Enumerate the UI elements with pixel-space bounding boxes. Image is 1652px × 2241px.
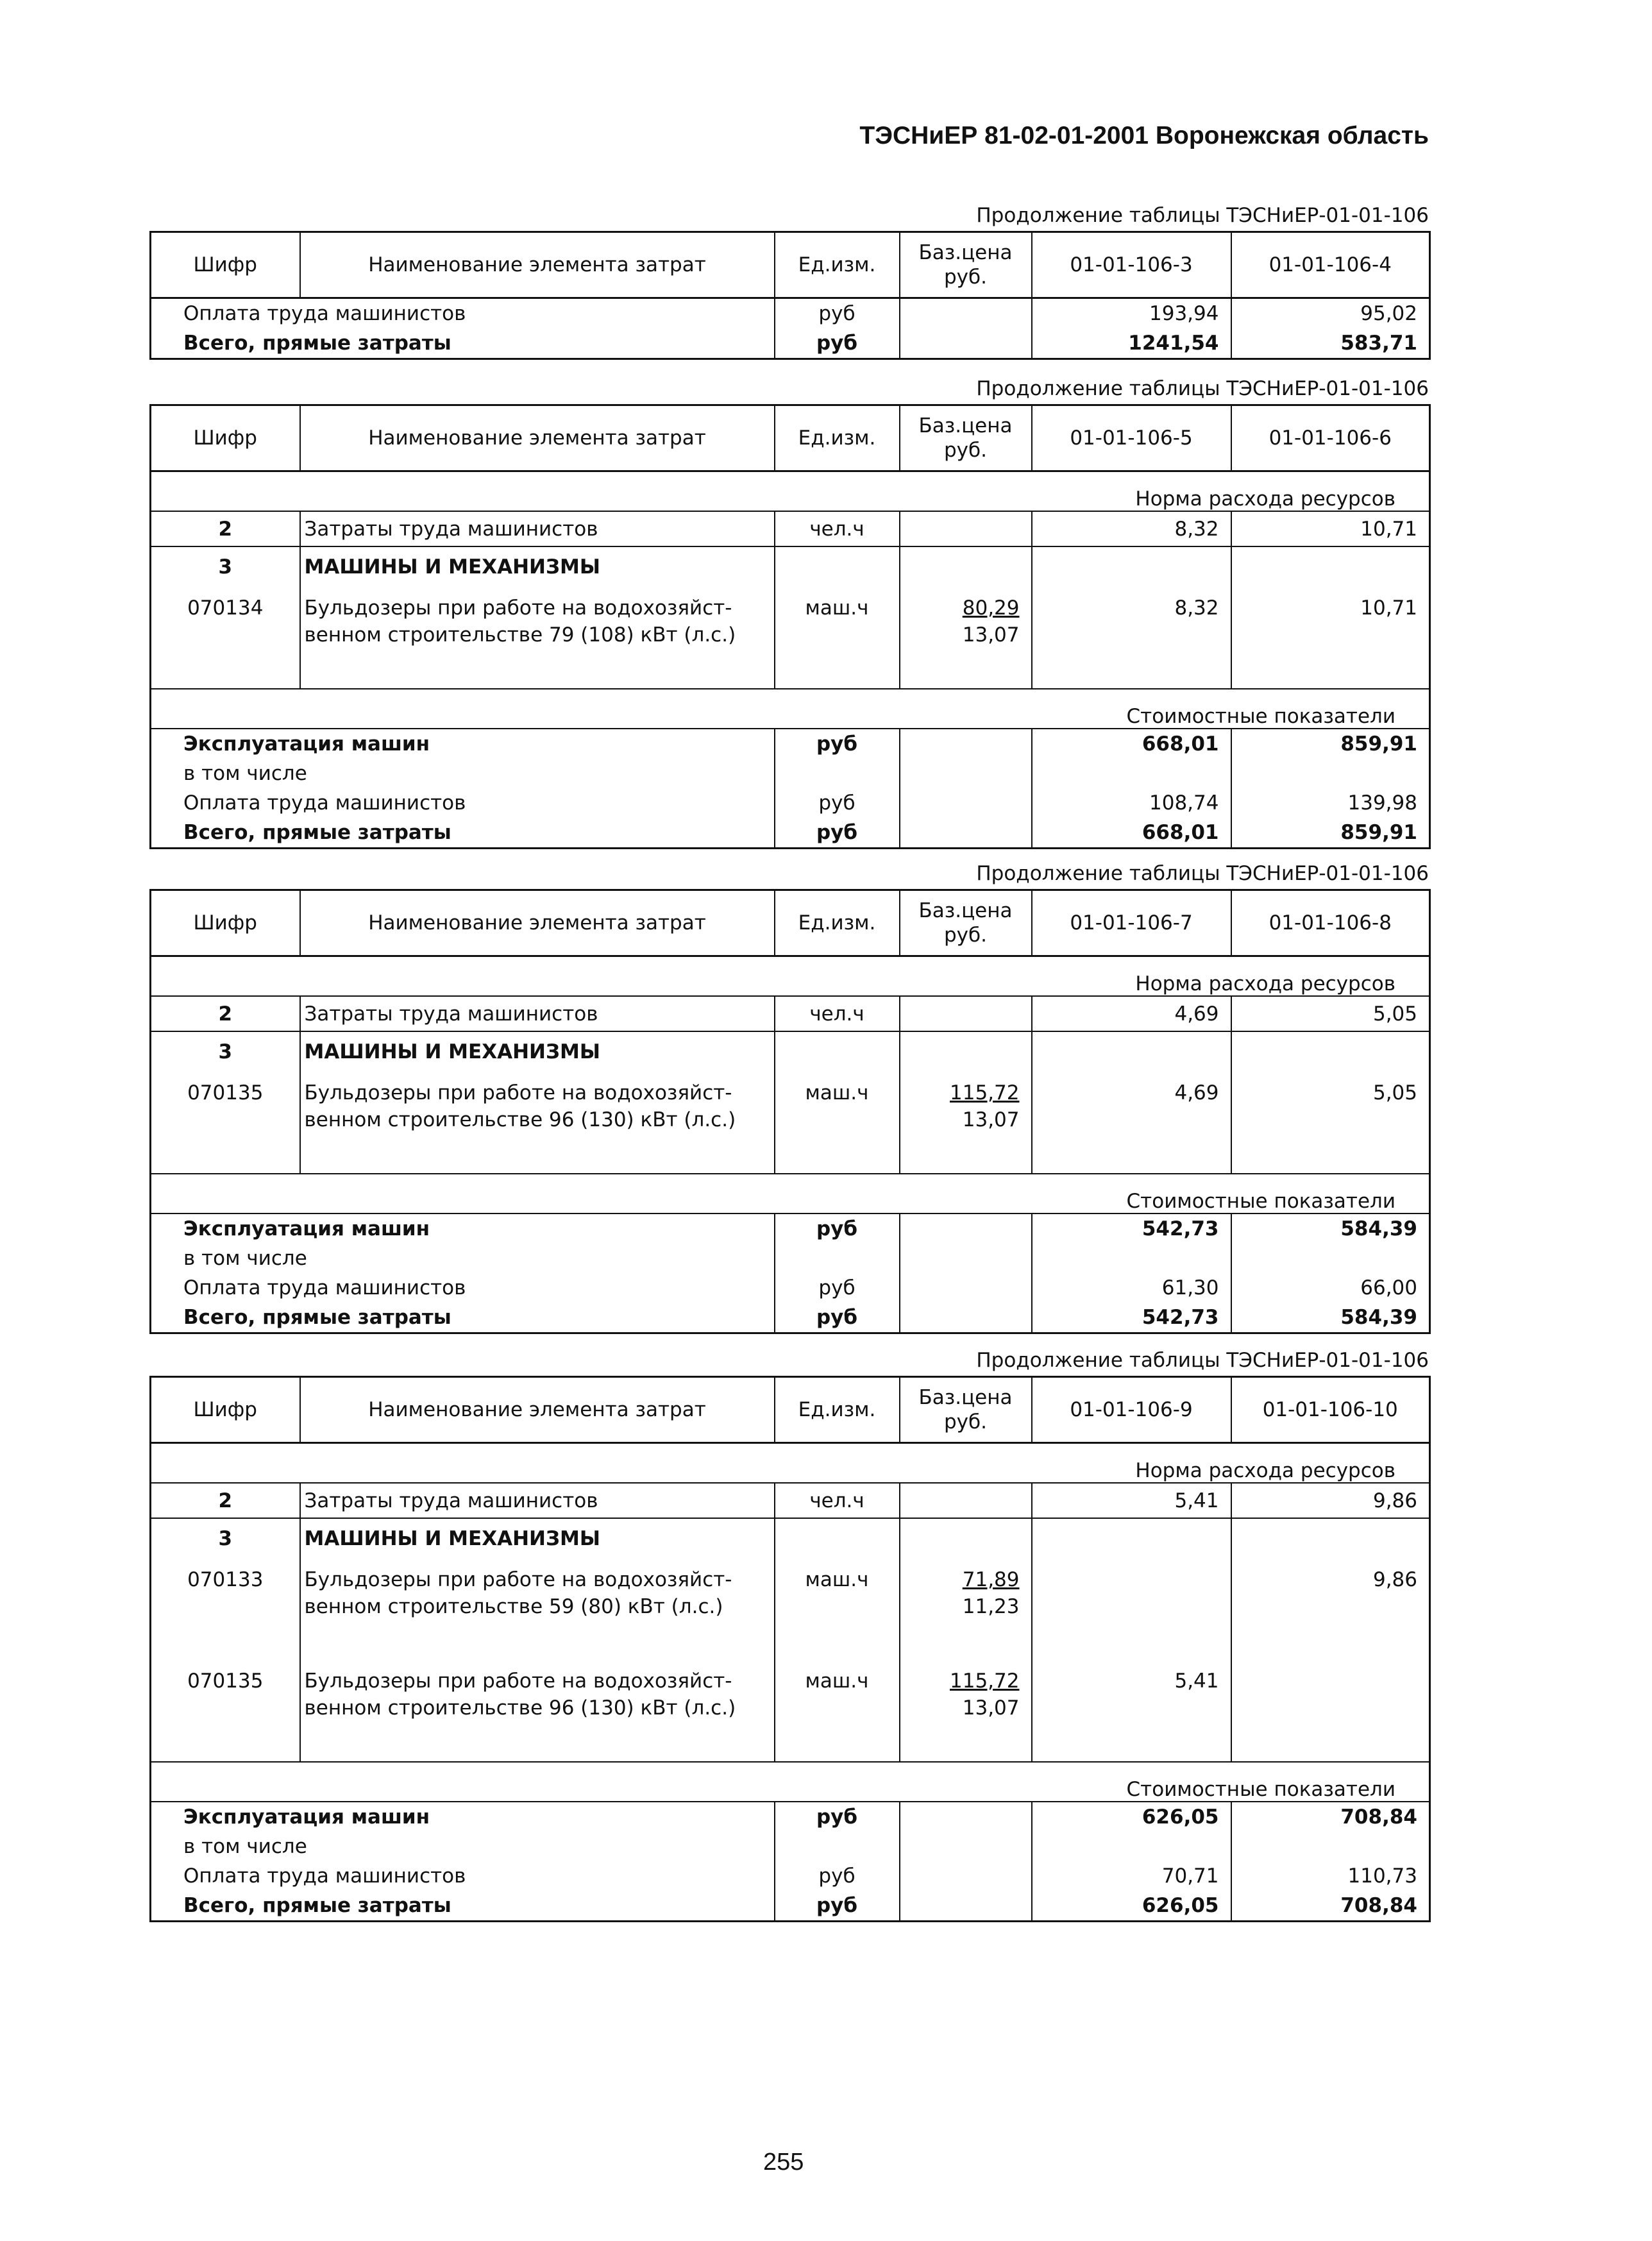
cost-value1: 61,30 [1032,1273,1231,1303]
cost-unit: руб [775,788,900,818]
cost-row [151,298,1430,329]
labor-name: Затраты труда машинистов [300,996,775,1031]
cost-price [900,1802,1032,1832]
machine-name [300,1660,775,1762]
labor-price [900,511,1032,546]
resource-table [149,889,1431,1334]
machine-unit: маш.ч [775,587,900,689]
header-price-line2: руб. [944,1410,987,1433]
cost-unit: руб [775,1802,900,1832]
cost-row [151,1861,1430,1891]
cost-price [900,1214,1032,1244]
machine-row [151,587,1430,689]
cost-value1: 108,74 [1032,788,1231,818]
machine-row [151,1072,1430,1174]
cost-value1 [1032,1832,1231,1861]
machines-section-code: 3 [151,1031,300,1072]
header-code: Шифр [151,890,300,956]
header-col2: 01-01-106-6 [1231,405,1430,471]
machine-code: 070133 [151,1559,300,1660]
cost-value2 [1231,759,1430,788]
cost-price [900,1273,1032,1303]
machine-price-total: 115,72 [950,1081,1020,1104]
header-unit: Ед.изм. [775,405,900,471]
cost-section-label: Стоимостные показатели [151,1174,1430,1214]
machine-price-total: 71,89 [962,1568,1020,1591]
machine-name [300,587,775,689]
cost-unit [775,759,900,788]
cost-value1 [1032,1244,1231,1273]
labor-name: Затраты труда машинистов [300,511,775,546]
machine-code: 070135 [151,1660,300,1762]
cost-value2: 859,91 [1231,818,1430,849]
cost-row [151,759,1430,788]
cost-value1: 668,01 [1032,729,1231,759]
cost-unit: руб [775,818,900,849]
cost-label: Эксплуатация машин [151,1214,775,1244]
header-row [151,232,1430,298]
header-code: Шифр [151,232,300,298]
machine-value1 [1032,1559,1231,1660]
cost-price [900,328,1032,359]
header-price-line1: Баз.цена [918,241,1013,264]
cost-unit: руб [775,328,900,359]
labor-row [151,996,1430,1031]
labor-name: Затраты труда машинистов [300,1483,775,1518]
cost-value2 [1231,1832,1430,1861]
machine-name-line2: венном строительстве 59 (80) кВт (л.с.) [304,1595,723,1618]
cost-unit [775,1244,900,1273]
norm-section-label: Норма расхода ресурсов [151,1443,1430,1484]
header-unit: Ед.изм. [775,890,900,956]
header-row [151,405,1430,471]
machine-name-line1: Бульдозеры при работе на водохозяйст- [304,1670,732,1693]
machine-row [151,1660,1430,1762]
header-unit: Ед.изм. [775,1377,900,1443]
header-price-line2: руб. [944,924,987,947]
labor-value1: 4,69 [1032,996,1231,1031]
machines-section-row [151,546,1430,587]
header-col2: 01-01-106-10 [1231,1377,1430,1443]
header-unit: Ед.изм. [775,232,900,298]
labor-unit: чел.ч [775,996,900,1031]
cost-value1: 626,05 [1032,1802,1231,1832]
labor-price [900,996,1032,1031]
machines-section-code: 3 [151,546,300,587]
cost-section-label: Стоимостные показатели [151,689,1430,729]
norm-section-row [151,956,1430,997]
cost-row [151,1832,1430,1861]
labor-value1: 5,41 [1032,1483,1231,1518]
machine-value1: 4,69 [1032,1072,1231,1174]
cost-section-label: Стоимостные показатели [151,1762,1430,1802]
document-header-title: ТЭСНиЕР 81-02-01-2001 Воронежская область [859,122,1429,149]
cost-price [900,759,1032,788]
machine-value2: 10,71 [1231,587,1430,689]
cost-label: Всего, прямые затраты [151,818,775,849]
machine-name-line1: Бульдозеры при работе на водохозяйст- [304,1568,732,1591]
resource-table [149,231,1431,360]
cost-label: в том числе [151,759,775,788]
machines-section-code: 3 [151,1518,300,1559]
cost-label: Оплата труда машинистов [151,788,775,818]
machine-name [300,1559,775,1660]
machine-name-line1: Бульдозеры при работе на водохозяйст- [304,596,732,620]
cost-value1: 626,05 [1032,1891,1231,1922]
cost-label: Эксплуатация машин [151,729,775,759]
cost-value2: 708,84 [1231,1891,1430,1922]
cost-value1: 542,73 [1032,1303,1231,1333]
table-caption: Продолжение таблицы ТЭСНиЕР-01-01-106 [976,377,1429,400]
machine-value1: 5,41 [1032,1660,1231,1762]
header-col2: 01-01-106-8 [1231,890,1430,956]
machine-code: 070135 [151,1072,300,1174]
page-number: 255 [763,2149,804,2176]
machine-price-labor: 13,07 [962,623,1020,647]
cost-section-row [151,1762,1430,1802]
cost-row [151,1273,1430,1303]
cost-label: Оплата труда машинистов [151,1861,775,1891]
labor-unit: чел.ч [775,511,900,546]
cost-section-row [151,689,1430,729]
cost-label: Эксплуатация машин [151,1802,775,1832]
machines-section-title: МАШИНЫ И МЕХАНИЗМЫ [300,1518,775,1559]
cost-price [900,1832,1032,1861]
cost-value2 [1231,1244,1430,1273]
header-price [900,890,1032,956]
cost-unit: руб [775,298,900,329]
cost-value2: 95,02 [1231,298,1430,329]
table-caption: Продолжение таблицы ТЭСНиЕР-01-01-106 [976,862,1429,885]
header-name: Наименование элемента затрат [300,405,775,471]
cost-price [900,1303,1032,1333]
machine-value2: 5,05 [1231,1072,1430,1174]
cost-unit [775,1832,900,1861]
machine-value2 [1231,1660,1430,1762]
header-col1: 01-01-106-5 [1032,405,1231,471]
resource-table [149,404,1431,849]
cost-unit: руб [775,1214,900,1244]
machine-unit: маш.ч [775,1072,900,1174]
header-price [900,1377,1032,1443]
cost-value2: 139,98 [1231,788,1430,818]
cost-label: Всего, прямые затраты [151,1891,775,1922]
cost-value1: 668,01 [1032,818,1231,849]
machine-price-labor: 13,07 [962,1696,1020,1720]
machine-name-line2: венном строительстве 96 (130) кВт (л.с.) [304,1696,736,1720]
header-code: Шифр [151,405,300,471]
machine-row [151,1559,1430,1660]
machine-name-line2: венном строительстве 79 (108) кВт (л.с.) [304,623,736,647]
resource-table [149,1376,1431,1922]
cost-row [151,1891,1430,1922]
cost-row [151,1802,1430,1832]
cost-price [900,729,1032,759]
header-price-line2: руб. [944,439,987,462]
cost-row [151,1303,1430,1333]
cost-price [900,788,1032,818]
machines-section-title: МАШИНЫ И МЕХАНИЗМЫ [300,546,775,587]
machine-unit: маш.ч [775,1559,900,1660]
cost-value2: 583,71 [1231,328,1430,359]
machine-price [900,587,1032,689]
machine-price [900,1660,1032,1762]
norm-section-row [151,1443,1430,1484]
cost-value1: 193,94 [1032,298,1231,329]
cost-unit: руб [775,1891,900,1922]
machine-name-line1: Бульдозеры при работе на водохозяйст- [304,1081,732,1104]
cost-value1 [1032,759,1231,788]
labor-row [151,511,1430,546]
header-price-line1: Баз.цена [918,899,1013,922]
norm-section-label: Норма расхода ресурсов [151,471,1430,512]
cost-value2: 708,84 [1231,1802,1430,1832]
machine-unit: маш.ч [775,1660,900,1762]
cost-value1: 1241,54 [1032,328,1231,359]
cost-value2: 110,73 [1231,1861,1430,1891]
cost-label: в том числе [151,1832,775,1861]
labor-row [151,1483,1430,1518]
labor-value2: 10,71 [1231,511,1430,546]
machine-value2: 9,86 [1231,1559,1430,1660]
machine-code: 070134 [151,587,300,689]
header-price [900,405,1032,471]
cost-row [151,328,1430,359]
cost-label: Оплата труда машинистов [151,1273,775,1303]
cost-value1: 70,71 [1032,1861,1231,1891]
machine-price-labor: 13,07 [962,1108,1020,1131]
cost-value2: 66,00 [1231,1273,1430,1303]
machine-value1: 8,32 [1032,587,1231,689]
header-price-line1: Баз.цена [918,1386,1013,1409]
cost-section-row [151,1174,1430,1214]
machine-name-line2: венном строительстве 96 (130) кВт (л.с.) [304,1108,736,1131]
labor-code: 2 [151,511,300,546]
header-col2: 01-01-106-4 [1231,232,1430,298]
cost-unit: руб [775,1303,900,1333]
machine-price-total: 115,72 [950,1670,1020,1693]
cost-label: Оплата труда машинистов [151,298,775,329]
cost-value1: 542,73 [1032,1214,1231,1244]
machines-section-row [151,1518,1430,1559]
header-col1: 01-01-106-7 [1032,890,1231,956]
header-row [151,890,1430,956]
labor-code: 2 [151,1483,300,1518]
machines-section-title: МАШИНЫ И МЕХАНИЗМЫ [300,1031,775,1072]
cost-unit: руб [775,1273,900,1303]
header-name: Наименование элемента затрат [300,1377,775,1443]
cost-label: Всего, прямые затраты [151,1303,775,1333]
cost-unit: руб [775,729,900,759]
cost-label: в том числе [151,1244,775,1273]
machine-price-labor: 11,23 [962,1595,1020,1618]
cost-value2: 584,39 [1231,1303,1430,1333]
labor-value2: 5,05 [1231,996,1430,1031]
header-name: Наименование элемента затрат [300,890,775,956]
labor-value1: 8,32 [1032,511,1231,546]
cost-value2: 584,39 [1231,1214,1430,1244]
header-price-line2: руб. [944,266,987,289]
norm-section-row [151,471,1430,512]
cost-unit: руб [775,1861,900,1891]
header-col1: 01-01-106-3 [1032,232,1231,298]
labor-price [900,1483,1032,1518]
cost-value2: 859,91 [1231,729,1430,759]
cost-row [151,818,1430,849]
header-row [151,1377,1430,1443]
labor-unit: чел.ч [775,1483,900,1518]
table-caption: Продолжение таблицы ТЭСНиЕР-01-01-106 [976,204,1429,227]
cost-price [900,1244,1032,1273]
machine-price [900,1559,1032,1660]
machine-name [300,1072,775,1174]
cost-price [900,1861,1032,1891]
norm-section-label: Норма расхода ресурсов [151,956,1430,997]
cost-label: Всего, прямые затраты [151,328,775,359]
cost-row [151,729,1430,759]
header-code: Шифр [151,1377,300,1443]
labor-code: 2 [151,996,300,1031]
header-price [900,232,1032,298]
cost-row [151,1244,1430,1273]
cost-price [900,1891,1032,1922]
cost-price [900,818,1032,849]
header-col1: 01-01-106-9 [1032,1377,1231,1443]
cost-row [151,788,1430,818]
header-name: Наименование элемента затрат [300,232,775,298]
machines-section-row [151,1031,1430,1072]
table-caption: Продолжение таблицы ТЭСНиЕР-01-01-106 [976,1349,1429,1372]
header-price-line1: Баз.цена [918,414,1013,437]
cost-row [151,1214,1430,1244]
cost-price [900,298,1032,329]
machine-price [900,1072,1032,1174]
machine-price-total: 80,29 [962,596,1020,620]
labor-value2: 9,86 [1231,1483,1430,1518]
